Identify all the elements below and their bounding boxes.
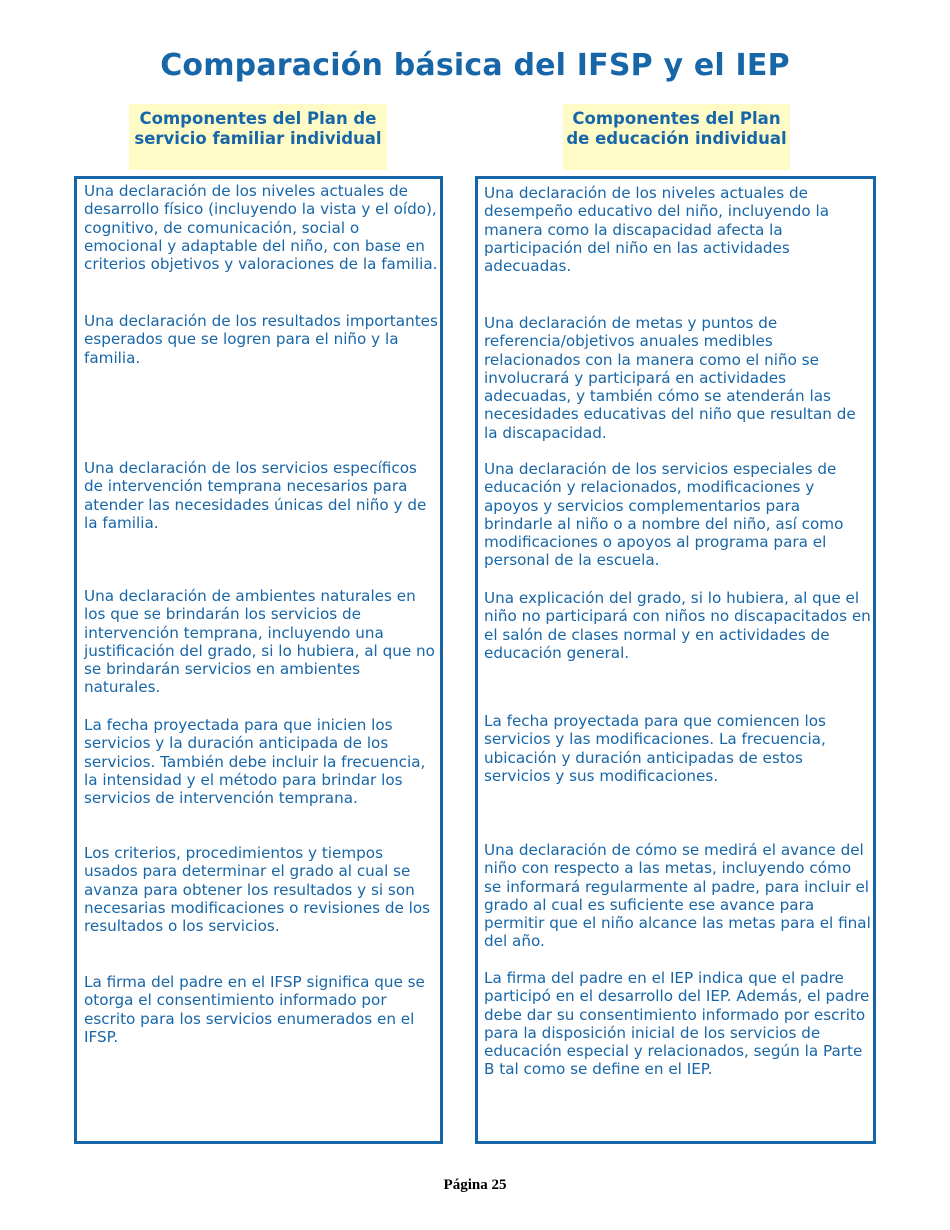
iep-item-parent-signature: La firma del padre en el IEP indica que el padre participó en el desarrollo del IEP. Además, el padre debe dar su consentimiento informado por escrito para la disposición inicial de los servicios de educación especial y relacionados, según la Parte B tal como se define en el IEP. (484, 969, 870, 1079)
iep-header-line-1: Componentes del Plan (572, 109, 781, 128)
ifsp-item-projected-dates: La fecha proyectada para que inicien los servicios y la duración anticipada de los servicios. También debe incluir la frecuencia, la intensidad y el método para brindar los servicios de intervención temprana. (84, 716, 426, 808)
iep-item-progress-measurement: Una declaración de cómo se medirá el avance del niño con respecto a las metas, incluyendo cómo se informará regularmente al padre, para incluir el grado al cual es suficiente ese avance para permitir que el niño alcance las metas para el final del año. (484, 841, 871, 951)
ifsp-components-box (74, 176, 443, 1144)
iep-item-annual-goals: Una declaración de metas y puntos de referencia/objetivos anuales medibles relacionados con la manera como el niño se involucrará y participará en actividades adecuadas, y también cómo se atenderán las necesidades educativas del niño que resultan de la discapacidad. (484, 314, 856, 442)
iep-item-projected-dates: La fecha proyectada para que comiencen los servicios y las modificaciones. La frecuencia, ubicación y duración anticipadas de estos servicios y sus modificaciones. (484, 712, 826, 785)
ifsp-item-expected-outcomes: Una declaración de los resultados importantes esperados que se logren para el niño y la familia. (84, 312, 438, 367)
ifsp-item-progress-criteria: Los criterios, procedimientos y tiempos usados para determinar el grado al cual se avanza para obtener los resultados y si son necesarias modificaciones o revisiones de los resultados o los servicios. (84, 844, 431, 936)
iep-item-present-levels: Una declaración de los niveles actuales de desempeño educativo del niño, incluyendo la manera como la discapacidad afecta la participación del niño en las actividades adecuadas. (484, 184, 830, 276)
iep-components-box (475, 176, 876, 1144)
ifsp-item-natural-environments: Una declaración de ambientes naturales en los que se brindarán los servicios de intervención temprana, incluyendo una justificación del grado, si lo hubiera, al que no se brindarán servicios en ambientes naturales. (84, 587, 435, 697)
iep-item-participation-extent: Una explicación del grado, si lo hubiera, al que el niño no participará con niños no discapacitados en el salón de clases normal y en actividades de educación general. (484, 589, 871, 662)
ifsp-column-header (129, 104, 387, 170)
ifsp-header-line-2: servicio familiar individual (134, 129, 382, 148)
iep-item-special-services: Una declaración de los servicios especiales de educación y relacionados, modificaciones y apoyos y servicios complementarios para brindarle al niño o a nombre del niño, así como modificaciones o apoyos al programa para el personal de la escuela. (484, 460, 844, 570)
ifsp-item-parent-signature: La firma del padre en el IFSP significa que se otorga el consentimiento informado por escrito para los servicios enumerados en el IFSP. (84, 973, 425, 1046)
page-title: Comparación básica del IFSP y el IEP (160, 48, 790, 83)
page-number: Página 25 (443, 1177, 507, 1193)
ifsp-item-specific-services: Una declaración de los servicios específicos de intervención temprana necesarios para atender las necesidades únicas del niño y de la familia. (84, 459, 427, 532)
iep-column-header (563, 104, 790, 170)
ifsp-item-present-levels: Una declaración de los niveles actuales de desarrollo físico (incluyendo la vista y el oído), cognitivo, de comunicación, social o emocional y adaptable del niño, con base en criterios objetivos y valoraciones de la familia. (84, 182, 438, 274)
ifsp-header-line-1: Componentes del Plan de (139, 109, 377, 128)
iep-header-line-2: de educación individual (566, 129, 787, 148)
